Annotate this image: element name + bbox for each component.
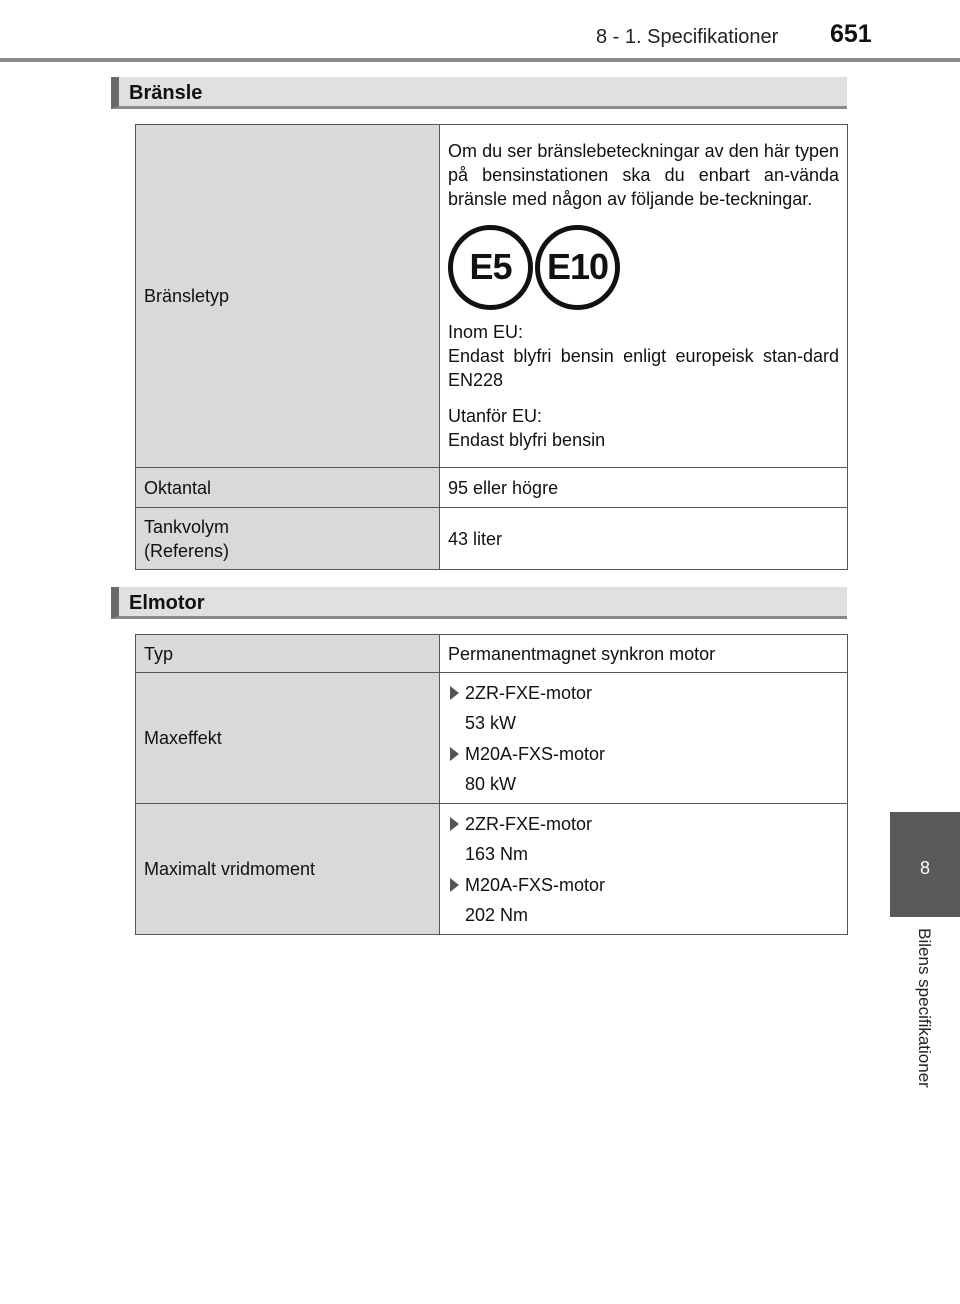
max-torque-label: Maximalt vridmoment [136,804,440,935]
fuel-intro-text: Om du ser bränslebeteckningar av den här typen på bensinstationen ska du enbart an-vända bränsle med någon av följande be-teckningar. [448,140,839,209]
section-title: Elmotor [129,592,205,614]
power-value: 53 kW [465,713,517,733]
tank-label-line2: (Referens) [144,540,230,561]
table-row [136,673,848,804]
arrow-bullet-icon [450,686,459,700]
list-item [448,677,839,708]
chapter-number: 8 [919,858,930,878]
max-power-label: Maxeffekt [136,673,440,804]
octane-value: 95 eller högre [440,468,848,508]
eu-heading: Inom EU: [448,321,524,342]
page-number: 651 [830,20,872,48]
motor-type-value: Permanentmagnet synkron motor [440,635,848,673]
max-power-value [440,673,848,804]
power-value: 80 kW [465,774,517,794]
fuel-table [135,124,848,570]
eu-text: Endast blyfri bensin enligt europeisk stan-dard EN228 [448,345,839,390]
table-row [136,804,848,935]
tank-value: 43 liter [440,508,848,570]
chapter-label: Bilens specifikationer [915,928,934,1088]
octane-label: Oktantal [136,468,440,508]
fuel-type-value [440,125,848,468]
torque-value: 163 Nm [465,844,529,864]
section-heading-motor [111,587,847,619]
engine-name: M20A-FXS-motor [465,874,606,895]
torque-value: 202 Nm [465,905,529,925]
fuel-label-badges [448,225,839,310]
e5-fuel-badge: E5 [448,225,533,310]
header-section-title: 8 - 1. Specifikationer [596,26,779,48]
arrow-bullet-icon [450,817,459,831]
table-row [136,508,848,570]
engine-name: 2ZR-FXE-motor [465,813,593,834]
engine-name: M20A-FXS-motor [465,743,606,764]
header-divider [0,58,960,62]
table-row [136,635,848,673]
list-item [448,869,839,900]
tank-label [136,508,440,570]
e10-fuel-badge: E10 [535,225,620,310]
section-heading-fuel [111,77,847,109]
fuel-type-label: Bränsletyp [136,125,440,468]
motor-table [135,634,848,935]
non-eu-text: Endast blyfri bensin [448,429,606,450]
engine-name: 2ZR-FXE-motor [465,682,593,703]
table-row [136,125,848,468]
table-row [136,468,848,508]
tank-label-line1: Tankvolym [144,516,230,537]
list-item [448,808,839,839]
motor-type-label: Typ [136,635,440,673]
max-torque-value [440,804,848,935]
arrow-bullet-icon [450,747,459,761]
list-item [448,738,839,769]
arrow-bullet-icon [450,878,459,892]
section-title: Bränsle [129,82,203,104]
non-eu-heading: Utanför EU: [448,405,543,426]
